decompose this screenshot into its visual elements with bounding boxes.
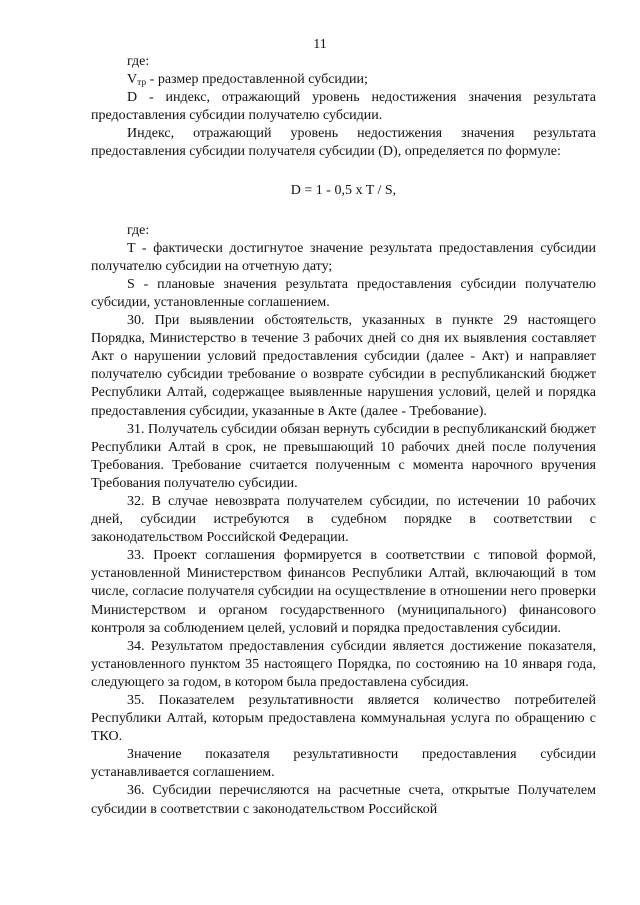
- t-definition: T - фактически достигнутое значение результата предоставления субсидии получателю субсидии на отчетную дату;: [91, 240, 596, 274]
- paragraph-30: 30. При выявлении обстоятельств, указанных в пункте 29 настоящего Порядка, Министерство в течение 3 рабочих дней со дня их выявления составляет Акт о нарушении условий предоставления субсидии (далее - Акт) и направляет получателю субсидии требование о возврате субсидии в республиканский бюджет Республики Алтай, содержащее выявленные нарушения условий, целей и порядка предоставления субсидии, указанные в Акте (далее - Требование).: [91, 313, 596, 419]
- vtr-variable: V: [127, 72, 138, 88]
- paragraph-33: 33. Проект соглашения формируется в соответствии с типовой формой, установленной Министерством финансов Республики Алтай, включающий в том числе, согласие получателя субсидии на осуществление в отношении него проверки Министерством и органом государственного (муниципального) финансового контроля за соблюдением целей, условий и порядка предоставления субсидии.: [91, 548, 596, 636]
- paragraph-32: 32. В случае невозврата получателем субсидии, по истечении 10 рабочих дней, субсидии истребуются в судебном порядке в соответствии с законодательством Российской Федерации.: [91, 493, 596, 546]
- page-number: 11: [313, 37, 327, 52]
- intro-where: где:: [127, 54, 150, 69]
- vtr-subscript: тр: [137, 78, 147, 89]
- paragraph-31: 31. Получатель субсидии обязан вернуть субсидии в республиканский бюджет Республики Алтай в срок, не превышающий 10 рабочих дней после получения Требования. Требование считается полученным с момента нарочного вручения Требования получателю субсидии.: [91, 421, 596, 491]
- paragraph-36: 36. Субсидии перечисляются на расчетные счета, открытые Получателем субсидии в соответствии с законодательством Российской: [91, 783, 596, 817]
- d-definition: D - индекс, отражающий уровень недостижения значения результата предоставления субсидии получателю субсидии.: [91, 90, 596, 124]
- where-second: где:: [127, 222, 150, 238]
- paragraph-34: 34. Результатом предоставления субсидии является достижение показателя, установленного пунктом 35 настоящего Порядка, по состоянию на 10 января года, следующего за годом, в котором была предоставлена субсидия.: [91, 638, 596, 690]
- s-definition: S - плановые значения результата предоставления субсидии получателю субсидии, установленные соглашением.: [91, 276, 596, 310]
- paragraph-35: 35. Показателем результативности является количество потребителей Республики Алтай, которым предоставлена коммунальная услуга по обращению с ТКО.: [91, 693, 596, 745]
- paragraph-35-value: Значение показателя результативности предоставления субсидии устанавливается соглашением.: [91, 747, 596, 781]
- formula: D = 1 - 0,5 x T / S,: [290, 182, 397, 198]
- index-paragraph: Индекс, отражающий уровень недостижения значения результата предоставления субсидии получателя субсидии (D), определяется по формуле:: [91, 126, 596, 160]
- document-body: [91, 53, 596, 819]
- vtr-text: - размер предоставленной субсидии;: [146, 72, 368, 88]
- vtr-definition: [91, 71, 596, 89]
